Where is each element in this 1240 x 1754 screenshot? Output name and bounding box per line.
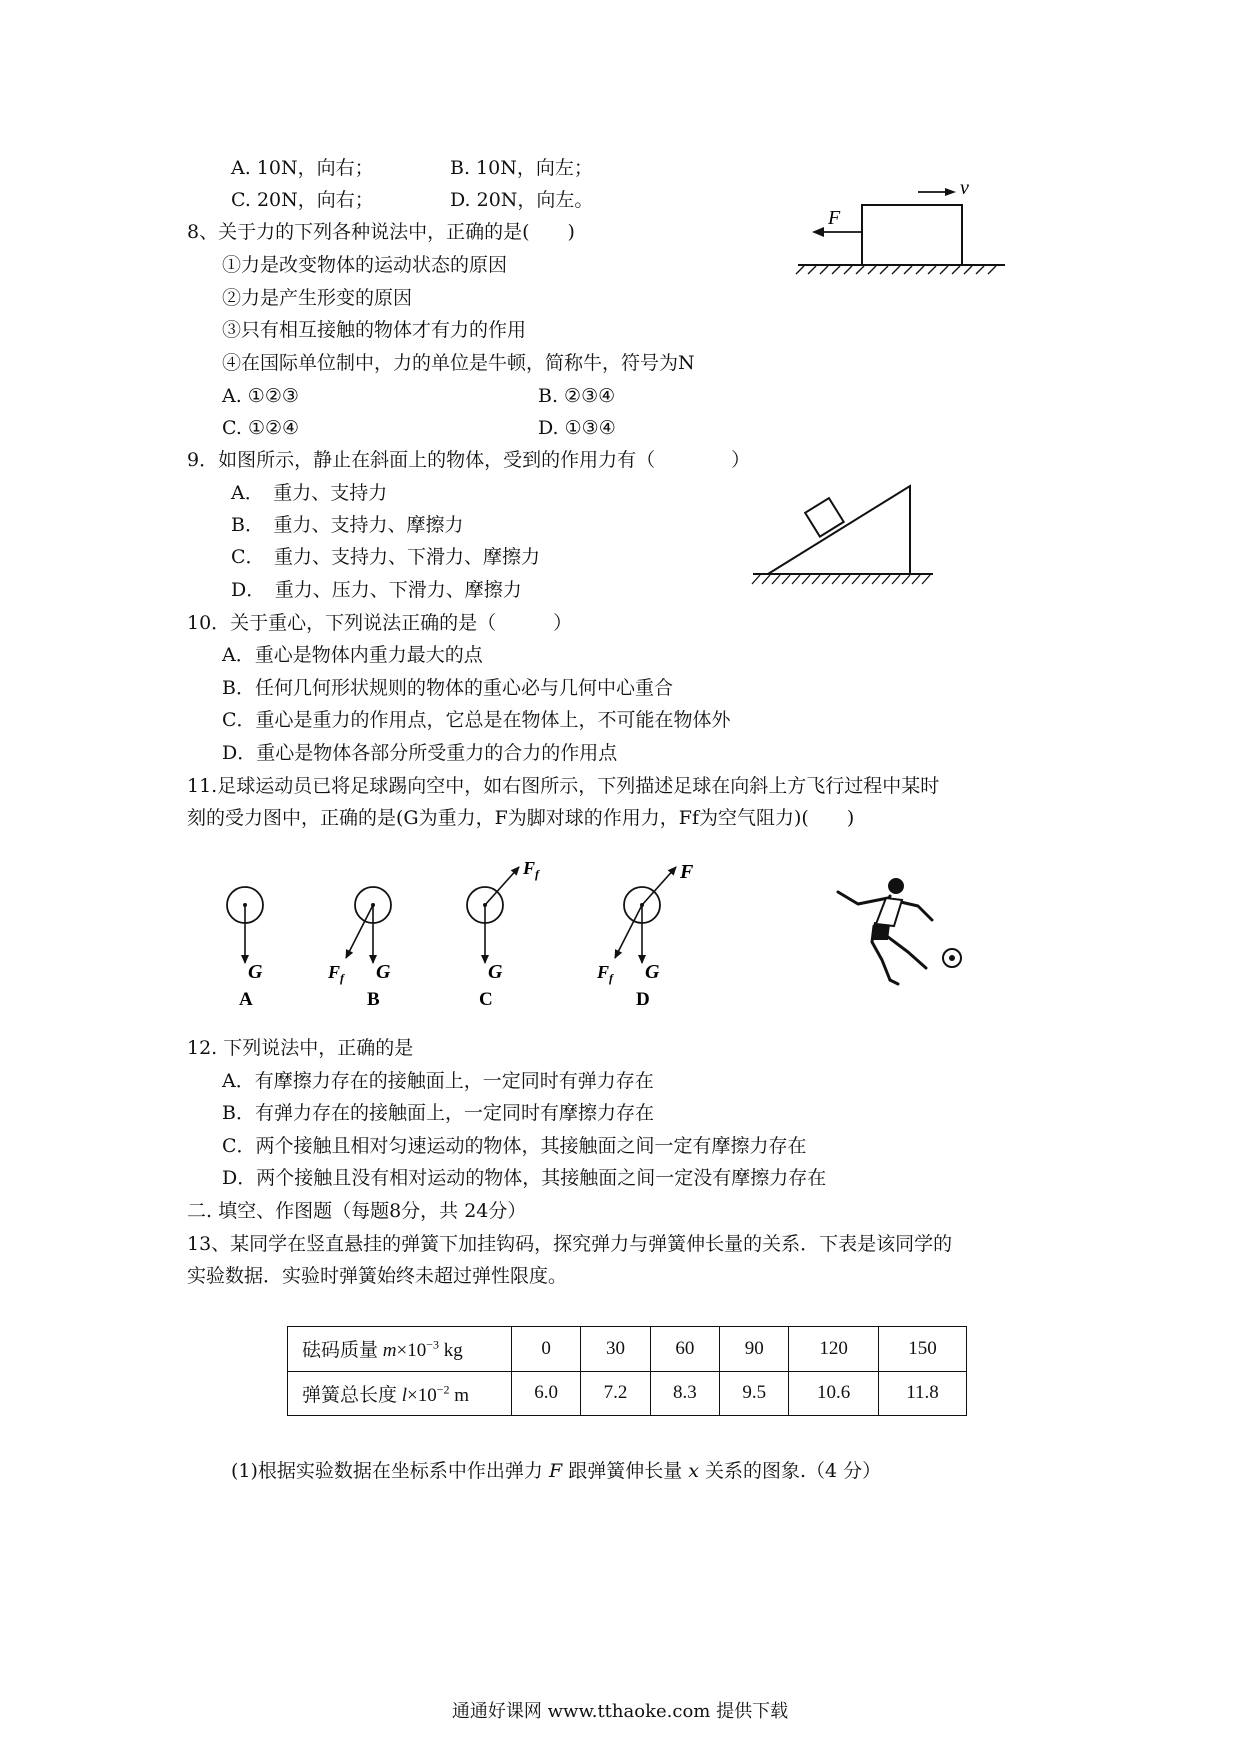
q9-option-a: A． 重力、支持力: [231, 482, 388, 504]
caption-c: C: [479, 989, 493, 1010]
q11-force-diagrams: [210, 860, 730, 1010]
q10-option-a: A．重心是物体内重力最大的点: [222, 644, 483, 666]
table-row-length: [288, 1371, 967, 1416]
caption-a: A: [239, 989, 253, 1010]
label-f: F: [828, 207, 841, 229]
q8-option-c: C. ①②④: [222, 417, 300, 439]
row-label-length: 弹簧总长度 $l\times 10^{-2}$ m: [288, 1371, 512, 1416]
q7-block-figure: [790, 180, 1010, 275]
label-g: G: [248, 961, 263, 983]
table-cell: 60: [650, 1327, 719, 1372]
table-cell: 6.0: [512, 1371, 581, 1416]
q12-stem: 12. 下列说法中，正确的是: [187, 1037, 414, 1059]
q12-option-a: A．有摩擦力存在的接触面上，一定同时有弹力存在: [222, 1070, 654, 1092]
q13-stem-line1: 13、某同学在竖直悬挂的弹簧下加挂钩码，探究弹力与弹簧伸长量的关系．下表是该同学的: [187, 1233, 953, 1255]
block: [862, 205, 962, 265]
label-v: v: [960, 180, 969, 199]
q8-stem: 8、关于力的下列各种说法中，正确的是( ): [187, 221, 575, 243]
q7-option-c: C. 20N，向右；: [231, 189, 374, 211]
q8-option-b: B. ②③④: [538, 385, 616, 407]
q13-stem-line2: 实验数据．实验时弹簧始终未超过弹性限度。: [187, 1265, 568, 1287]
table-row-mass: [288, 1327, 967, 1372]
q8-statement-2: ②力是产生形变的原因: [222, 287, 413, 309]
table-cell: 150: [878, 1327, 966, 1372]
label-ff: $F_f$: [328, 962, 345, 985]
q11-stem-line1: 11.足球运动员已将足球踢向空中，如右图所示，下列描述足球在向斜上方飞行过程中某时: [187, 775, 940, 797]
caption-b: B: [367, 989, 380, 1010]
soccer-player-figure: [828, 870, 978, 1000]
q7-option-a: A. 10N，向右；: [231, 157, 374, 179]
q13-subquestion-1: (1)根据实验数据在坐标系中作出弹力 F 跟弹簧伸长量 x 关系的图象.（4 分）: [231, 1460, 882, 1482]
q10-option-b: B．任何几何形状规则的物体的重心必与几何中心重合: [222, 677, 673, 699]
q10-stem: 10．关于重心，下列说法正确的是（ ）: [187, 612, 573, 634]
page-footer: 通通好课网 www.tthaoke.com 提供下载: [451, 1701, 789, 1722]
q9-option-c: C． 重力、支持力、下滑力、摩擦力: [231, 546, 541, 568]
q8-option-d: D. ①③④: [538, 417, 616, 439]
caption-d: D: [636, 989, 650, 1010]
q10-option-d: D．重心是物体各部分所受重力的合力的作用点: [222, 742, 618, 764]
q12-option-c: C．两个接触且相对匀速运动的物体，其接触面之间一定有摩擦力存在: [222, 1135, 807, 1157]
label-g: G: [488, 961, 503, 983]
diagram-d: [596, 861, 694, 1010]
table-cell: 7.2: [581, 1371, 650, 1416]
label-f: F: [680, 861, 694, 883]
label-ff: $F_f$: [523, 860, 540, 881]
q8-statement-3: ③只有相互接触的物体才有力的作用: [222, 319, 527, 341]
table-cell: 90: [720, 1327, 789, 1372]
table-cell: 11.8: [878, 1371, 966, 1416]
q8-statement-1: ①力是改变物体的运动状态的原因: [222, 254, 508, 276]
label-g: G: [645, 961, 660, 983]
q10-option-c: C．重心是重力的作用点，它总是在物体上，不可能在物体外: [222, 709, 731, 731]
q11-stem-line2: 刻的受力图中，正确的是(G为重力，F为脚对球的作用力，Ff为空气阻力)( ): [187, 807, 855, 829]
q12-option-b: B．有弹力存在的接触面上，一定同时有摩擦力存在: [222, 1102, 654, 1124]
label-g: G: [376, 961, 391, 983]
table-cell: 120: [789, 1327, 878, 1372]
q8-option-a: A. ①②③: [222, 385, 299, 407]
diagram-c: [467, 860, 540, 1010]
row-label-mass: 砝码质量 $m\times 10^{-3}$ kg: [288, 1327, 512, 1372]
table-cell: 10.6: [789, 1371, 878, 1416]
label-ff: $F_f$: [597, 962, 614, 985]
q13-data-table: [287, 1326, 967, 1416]
table-cell: 30: [581, 1327, 650, 1372]
q7-option-d: D. 20N，向左。: [450, 189, 594, 211]
q9-stem: 9．如图所示，静止在斜面上的物体，受到的作用力有（ ）: [187, 449, 751, 471]
table-cell: 8.3: [650, 1371, 719, 1416]
table-cell: 0: [512, 1327, 581, 1372]
q9-incline-figure: [748, 478, 938, 588]
q7-option-b: B. 10N，向左；: [450, 157, 593, 179]
q9-option-b: B． 重力、支持力、摩擦力: [231, 514, 464, 536]
q12-option-d: D．两个接触且没有相对运动的物体，其接触面之间一定没有摩擦力存在: [222, 1167, 827, 1189]
q9-option-d: D． 重力、压力、下滑力、摩擦力: [231, 579, 522, 601]
section-2-title: 二. 填空、作图题（每题8分，共 24分）: [187, 1200, 527, 1222]
diagram-a: [227, 887, 263, 1010]
diagram-b: [327, 887, 391, 1010]
table-cell: 9.5: [720, 1371, 789, 1416]
q8-statement-4: ④在国际单位制中，力的单位是牛顿，简称牛，符号为N: [222, 352, 695, 374]
